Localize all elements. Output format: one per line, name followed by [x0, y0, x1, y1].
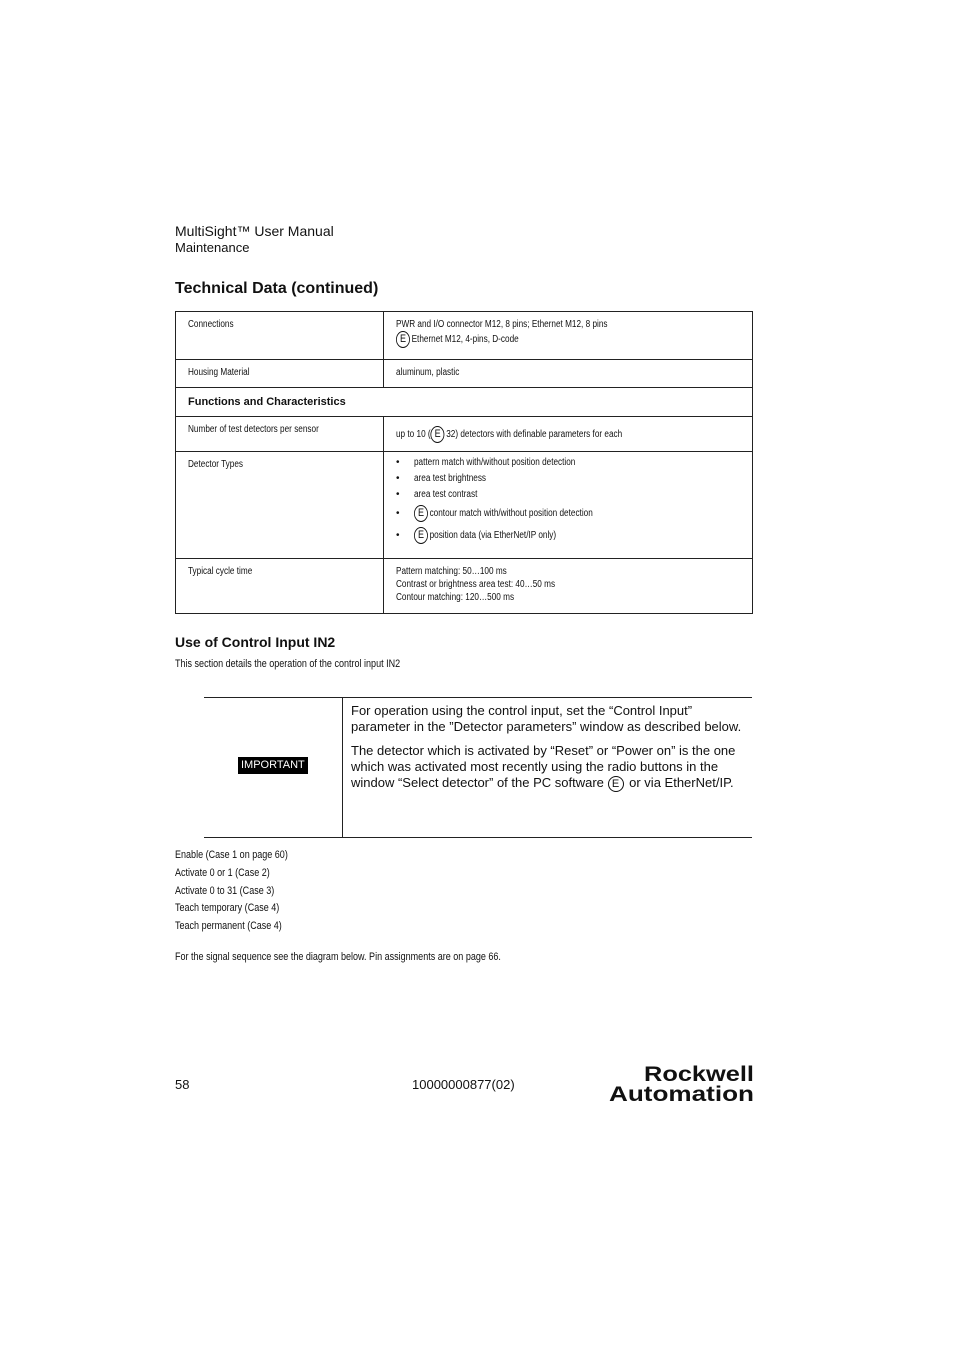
table-row	[176, 559, 753, 614]
case-text: Enable (Case 1 on page 60)	[175, 849, 288, 861]
important-paragraph-2-pre: The detector which is activated by “Reset” or “Power on” is the one which was activated most recently using the radio buttons in the window “Select detector” of the PC software	[351, 743, 736, 790]
functions-header: Functions and Characteristics	[188, 395, 346, 408]
detector-type-text: area test contrast	[414, 489, 478, 500]
table-cell-label	[176, 312, 384, 360]
ethernet-ip-icon: E	[414, 505, 428, 522]
case-text: Teach permanent (Case 4)	[175, 920, 282, 933]
table-cell-value	[384, 312, 753, 360]
divider	[342, 698, 343, 837]
list-item	[396, 525, 740, 547]
detectors-value-pre: up to 10 (	[396, 428, 431, 440]
table-cell-value	[384, 452, 753, 559]
ethernet-ip-icon: E	[608, 776, 624, 792]
logo-line-1: Rockwell	[644, 1063, 754, 1086]
detector-types-label: Detector Types	[188, 459, 244, 470]
important-badge: IMPORTANT	[238, 757, 308, 774]
document-number: 10000000877(02)	[412, 1077, 515, 1092]
table-cell-value	[384, 417, 753, 452]
important-note	[204, 697, 752, 838]
detector-type-text: pattern match with/without position detection	[414, 457, 576, 468]
important-paragraph-2	[351, 743, 747, 792]
housing-value: aluminum, plastic	[396, 367, 460, 378]
case-text: Teach temporary (Case 4)	[175, 902, 280, 915]
table-row	[176, 312, 753, 360]
important-paragraph-2-post: or via EtherNet/IP.	[629, 775, 734, 790]
list-item	[396, 455, 740, 471]
detector-type-text: position data (via EtherNet/IP only)	[429, 530, 557, 541]
cycle-time-line: Pattern matching: 50…100 ms	[396, 566, 507, 577]
logo-line-2: Automation	[609, 1083, 754, 1104]
connections-value-line1: PWR and I/O connector M12, 8 pins; Ethernet M12, 8 pins	[396, 319, 608, 330]
table-cell-label	[176, 452, 384, 559]
list-item	[175, 847, 313, 865]
rockwell-automation-logo	[608, 1062, 756, 1104]
connections-label: Connections	[188, 319, 234, 330]
ethernet-ip-icon: E	[431, 426, 445, 443]
section-title: Technical Data (continued)	[175, 280, 379, 297]
control-input-cases-list	[175, 847, 313, 936]
housing-label: Housing Material	[188, 367, 250, 378]
signal-note	[175, 951, 572, 963]
functions-header-cell	[176, 388, 753, 417]
cycle-time-line: Contrast or brightness area test: 40…50 ms	[396, 579, 556, 590]
page-number: 58	[175, 1077, 190, 1092]
detectors-value	[396, 426, 622, 443]
cycle-time-line: Contour matching: 120…500 ms	[396, 592, 515, 603]
cycle-time-label: Typical cycle time	[188, 566, 253, 577]
detector-types-list	[396, 455, 740, 547]
list-item	[175, 900, 313, 918]
detectors-value-post: 32) detectors with definable parameters for each	[446, 428, 623, 440]
list-item	[175, 918, 313, 936]
table-cell-value	[384, 360, 753, 388]
table-row	[176, 388, 753, 417]
connections-value-line2-text: Ethernet M12, 4-pins, D-code	[411, 334, 519, 346]
list-item	[396, 471, 740, 487]
table-cell-label	[176, 360, 384, 388]
ethernet-ip-icon: E	[396, 331, 410, 348]
table-row	[176, 417, 753, 452]
control-input-intro-text: This section details the operation of the control input IN2	[175, 658, 401, 670]
table-row	[176, 452, 753, 559]
detector-type-row	[414, 503, 593, 525]
table-cell-value	[384, 559, 753, 614]
important-paragraph-1: For operation using the control input, set the “Control Input” parameter in the ”Detector parameters” window as described below.	[351, 703, 742, 734]
important-text	[351, 703, 747, 800]
case-text: Activate 0 or 1 (Case 2)	[175, 866, 270, 879]
list-item	[396, 487, 740, 503]
list-item	[396, 503, 740, 525]
detector-type-text: contour match with/without position detection	[429, 508, 593, 519]
list-item	[175, 865, 313, 883]
table-cell-label	[176, 559, 384, 614]
detector-type-text: area test brightness	[414, 473, 487, 484]
signal-note-text: For the signal sequence see the diagram below. Pin assignments are on page 66.	[175, 951, 501, 963]
detector-type-row	[414, 525, 556, 547]
manual-title: MultiSight™ User Manual	[175, 223, 334, 239]
detectors-label: Number of test detectors per sensor	[188, 424, 319, 435]
table-row	[176, 360, 753, 388]
manual-chapter: Maintenance	[175, 240, 250, 255]
case-text: Activate 0 to 31 (Case 3)	[175, 884, 275, 897]
control-input-title: Use of Control Input IN2	[175, 634, 336, 650]
connections-value-line2	[396, 331, 519, 348]
technical-data-table	[175, 311, 753, 614]
control-input-intro	[175, 658, 450, 670]
ethernet-ip-icon: E	[414, 527, 428, 544]
table-cell-label	[176, 417, 384, 452]
list-item	[175, 883, 313, 901]
